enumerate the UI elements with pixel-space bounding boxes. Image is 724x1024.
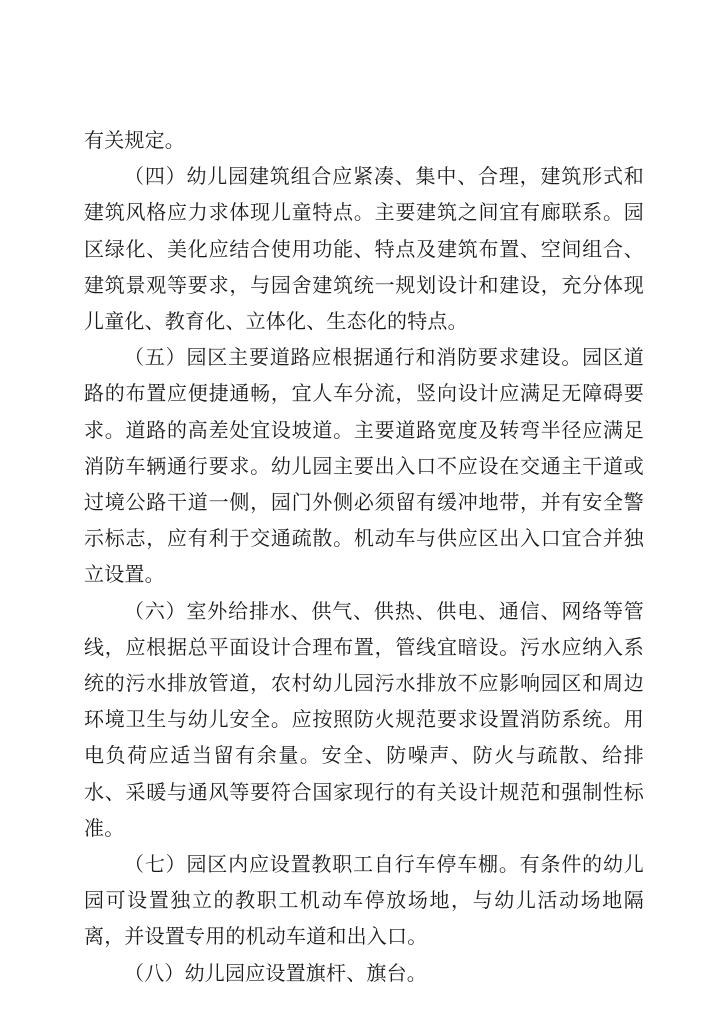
paragraph-continuation: 有关规定。 bbox=[84, 128, 185, 152]
document-body bbox=[84, 122, 644, 991]
paragraph-item-7: （七）园区内应设置教职工自行车停车棚。有条件的幼儿园可设置独立的教职工机动车停放场地，与幼儿活动场地隔离，并设置专用的机动车道和出入口。 bbox=[84, 852, 644, 949]
paragraph-item-8: （八）幼儿园应设置旗杆、旗台。 bbox=[124, 960, 427, 985]
paragraph-item-6: （六）室外给排水、供气、供热、供电、通信、网络等管线，应根据总平面设计合理布置，管线宜暗设。污水应纳入系统的污水排放管道，农村幼儿园污水排放不应影响园区和周边环境卫生与幼儿安全。应按照防火规范要求设置消防系统。用电负荷应适当留有余量。安全、防噪声、防火与疏散、给排水、采暖与通风等要符合国家现行的有关设计规范和强制性标准。 bbox=[84, 598, 644, 840]
paragraph-item-4: （四）幼儿园建筑组合应紧凑、集中、合理，建筑形式和建筑风格应力求体现儿童特点。主要建筑之间宜有廊联系。园区绿化、美化应结合使用功能、特点及建筑布置、空间组合、建筑景观等要求，与园舍建筑统一规划设计和建设，充分体现儿童化、教育化、立体化、生态化的特点。 bbox=[84, 164, 644, 334]
paragraph-item-5: （五）园区主要道路应根据通行和消防要求建设。园区道路的布置应便捷通畅，宜人车分流，竖向设计应满足无障碍要求。道路的高差处宜设坡道。主要道路宽度及转弯半径应满足消防车辆通行要求。幼儿园主要出入口不应设在交通主干道或过境公路干道一侧，园门外侧必须留有缓冲地带，并有安全警示标志，应有利于交通疏散。机动车与供应区出入口宜合并独立设置。 bbox=[84, 345, 644, 587]
